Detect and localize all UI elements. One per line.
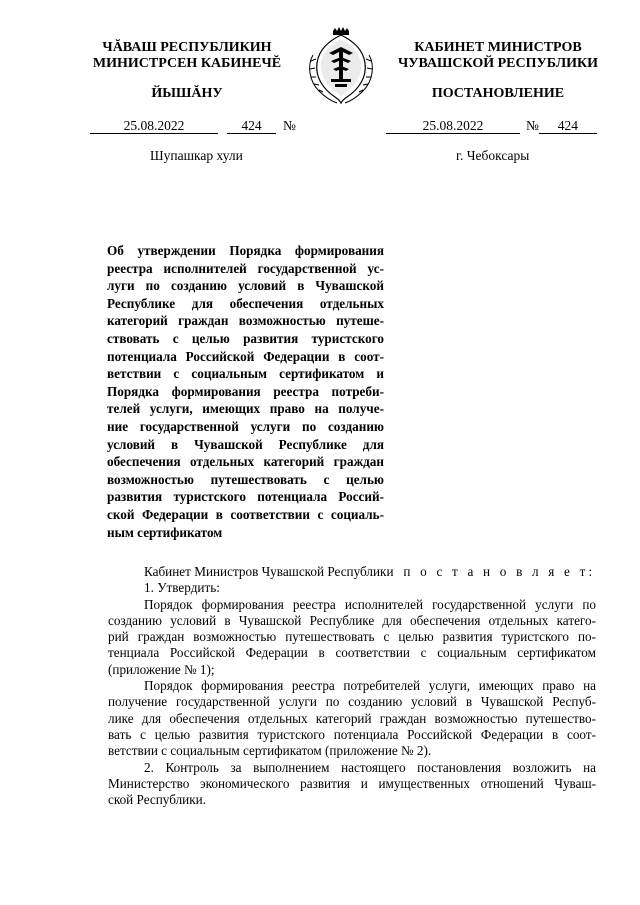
subject-line: условий в Чувашской Республике для [107, 436, 384, 452]
subject-line: ской Федерации в соответствии с социаль- [107, 506, 384, 522]
subject-line: ветствии с социальным сертификатом и [107, 366, 384, 382]
paragraph-1-line: созданию условий в Чувашской Республике для обеспечения отдельных катего- [108, 612, 596, 628]
paragraph-2-line: вать с целью развития туристского потенциала Российской Федерации в соот- [108, 726, 596, 742]
paragraph-3-line: 2. Контроль за выполнением настоящего постановления возложить на [144, 759, 596, 775]
doc-number-right: 424 [539, 119, 597, 134]
paragraph-2-line: ветствии с социальным сертификатом (приложение № 2). [108, 743, 432, 759]
document-subject [107, 242, 384, 541]
paragraph-2-line: лике для обеспечения отдельных категорий граждан возможностью путешество- [108, 710, 596, 726]
subject-line: ние государственной услуги по созданию [107, 418, 384, 434]
subject-line: Порядка формирования реестра потреби- [107, 383, 384, 399]
subject-line: ным сертификатом [107, 524, 223, 540]
header-left-title-line2: МИНИСТРСЕН КАБИНЕЧĔ [92, 56, 282, 71]
doc-date-left: 25.08.2022 [90, 119, 218, 134]
requisites-right [386, 118, 597, 134]
subject-line: луги по созданию условий в Чувашской [107, 278, 384, 294]
header-right-doc-type: ПОСТАНОВЛЕНИЕ [431, 86, 565, 101]
header-left-title [74, 40, 300, 72]
paragraph-1-line: тенциала Российской Федерации в соответствии с социальным сертификатом [108, 645, 596, 661]
intro-text: Кабинет Министров Чувашской Республики [144, 564, 394, 579]
subject-line: возможностью путешествовать с целью [107, 471, 384, 487]
item-1-line: 1. Утвердить: [144, 580, 220, 596]
header-right-title [385, 40, 611, 72]
header-left-doc-type: ЙЫШĂНУ [151, 86, 223, 101]
paragraph-3-line: ской Республики. [108, 792, 206, 808]
place-right: г. Чебоксары [456, 148, 530, 163]
doc-date-right: 25.08.2022 [386, 119, 520, 134]
paragraph-2-line: Порядок формирования реестра потребителей услуги, имеющих право на [144, 678, 596, 694]
requisites-left [90, 118, 296, 134]
subject-line: развития туристского потенциала Россий- [107, 489, 384, 505]
subject-line: Республике для обеспечения отдельных [107, 295, 384, 311]
document-body [108, 564, 596, 808]
intro-line [108, 564, 596, 580]
paragraph-3-line: Министерство экономического развития и имущественных отношений Чуваш- [108, 775, 596, 791]
header-right-title-line1: КАБИНЕТ МИНИСТРОВ [414, 40, 582, 55]
coat-of-arms-emblem-icon [299, 25, 383, 109]
decree-word: п о с т а н о в л я е т: [403, 564, 596, 579]
header-right-title-line2: ЧУВАШСКОЙ РЕСПУБЛИКИ [397, 56, 599, 71]
subject-line: обеспечения отдельных категорий граждан [107, 454, 384, 470]
number-sign-right: № [526, 118, 539, 133]
doc-number-left: 424 [227, 119, 276, 134]
number-sign-left: № [283, 118, 296, 133]
subject-line: телей услуги, имеющих право на получе- [107, 401, 384, 417]
subject-line: потенциала Российской Федерации в соот- [107, 348, 384, 364]
subject-line: реестра исполнителей государственной ус- [107, 260, 384, 276]
paragraph-2-line: получение государственной услуги по созданию условий в Чувашской Респуб- [108, 694, 596, 710]
subject-line: ствовать с целью развития туристского [107, 330, 384, 346]
paragraph-1-line: (приложение № 1); [108, 661, 215, 677]
header-left-title-line1: ЧĂВАШ РЕСПУБЛИКИН [102, 40, 272, 55]
subject-line: Об утверждении Порядка формирования [107, 243, 384, 258]
place-left: Шупашкар хули [150, 148, 243, 163]
paragraph-1-line: рий граждан возможностью путешествовать с целью развития туристского по- [108, 629, 596, 645]
paragraph-1-line: Порядок формирования реестра исполнителей государственной услуги по [144, 596, 596, 612]
subject-line: категорий граждан возможностью путеше- [107, 313, 384, 329]
